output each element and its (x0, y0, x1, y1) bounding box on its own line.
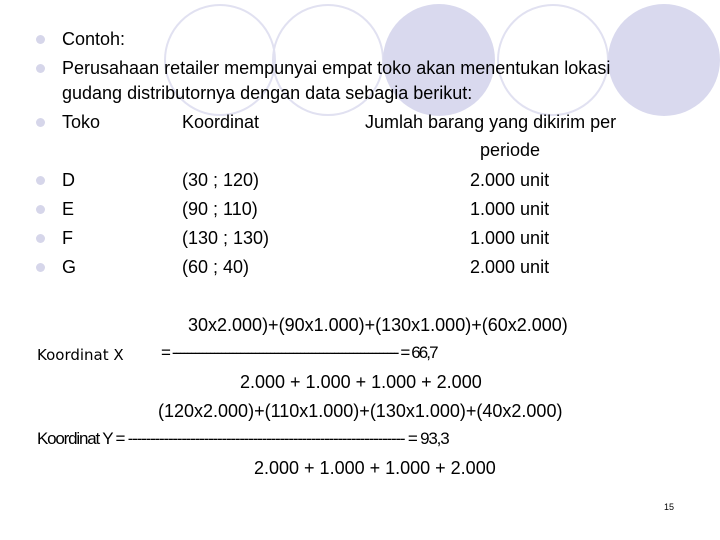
bullet-dot (36, 64, 45, 73)
header-koordinat: Koordinat (182, 112, 260, 132)
formula-y-denominator: 2.000 + 1.000 + 1.000 + 2.000 (254, 458, 496, 478)
row-toko: G (62, 257, 77, 277)
contoh-heading: Contoh: (62, 29, 126, 49)
bullet-dot (36, 234, 45, 243)
intro-text-line1: Perusahaan retailer mempunyai empat toko akan menentukan lokasi (62, 58, 611, 78)
bullet-dot (36, 176, 45, 185)
header-jumlah-line1: Jumlah barang yang dikirim per (365, 112, 617, 132)
row-toko: F (62, 228, 73, 248)
page-number: 15 (664, 502, 675, 512)
formula-x-label: Koordinat X (37, 346, 124, 364)
row-jumlah: 2.000 unit (470, 257, 550, 277)
header-toko: Toko (62, 112, 101, 132)
formula-x-numerator: 30x2.000)+(90x1.000)+(130x1.000)+(60x2.000) (188, 315, 568, 335)
bullet-dot (36, 263, 45, 272)
bullet-dot (36, 205, 45, 214)
formula-x-fraction-line: = ------------------------------------------------------------ = 66,7 (161, 343, 437, 362)
row-jumlah: 1.000 unit (470, 199, 550, 219)
row-jumlah: 1.000 unit (470, 228, 550, 248)
row-jumlah: 2.000 unit (470, 170, 550, 190)
row-koordinat: (130 ; 130) (182, 228, 270, 248)
formula-x-denominator: 2.000 + 1.000 + 1.000 + 2.000 (240, 372, 482, 392)
row-koordinat: (30 ; 120) (182, 170, 260, 190)
decor-circle-5 (608, 4, 720, 116)
row-koordinat: (60 ; 40) (182, 257, 250, 277)
header-jumlah-line2: periode (480, 140, 541, 160)
intro-text-line2: gudang distributornya dengan data sebagia berikut: (62, 83, 473, 103)
bullet-dot (36, 35, 45, 44)
row-toko: E (62, 199, 75, 219)
bullet-dot (36, 118, 45, 127)
formula-y-fraction-line: Koordinat Y = -------------------------------------------------------------- = 93,3 (37, 429, 449, 448)
formula-y-numerator: (120x2.000)+(110x1.000)+(130x1.000)+(40x2.000) (158, 401, 563, 421)
row-koordinat: (90 ; 110) (182, 199, 258, 219)
row-toko: D (62, 170, 75, 190)
